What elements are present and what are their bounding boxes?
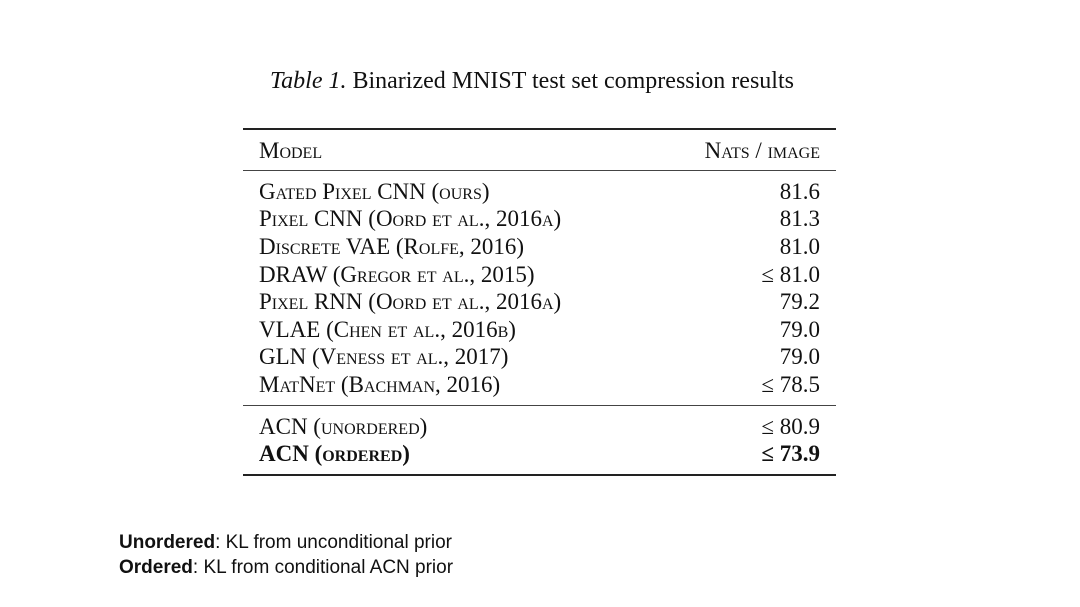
table-cell-value: ≤ 73.9 (761, 441, 820, 467)
table-cell-model: ACN (unordered) (259, 413, 428, 439)
table-caption (270, 64, 830, 98)
note-unordered-text: : KL from unconditional prior (215, 532, 452, 553)
table-cell-model: ACN (ordered) (259, 441, 410, 467)
table-row (243, 316, 836, 344)
note-unordered (119, 530, 453, 555)
table-bottom-rule (243, 474, 836, 476)
table-cell-model: GLN (Veness et al., 2017) (259, 344, 509, 370)
legend-notes (119, 530, 453, 580)
note-ordered-text: : KL from conditional ACN prior (192, 557, 454, 578)
table-cell-value: 79.0 (779, 344, 820, 370)
baseline-rows-group (243, 178, 836, 399)
table-row (243, 178, 836, 206)
table-row (243, 288, 836, 316)
table-cell-model: Pixel RNN (Oord et al., 2016a) (259, 289, 562, 315)
table-cell-value: 81.6 (779, 178, 820, 204)
table-cell-model: VLAE (Chen et al., 2016b) (259, 316, 516, 342)
table-caption-label: Table 1. (270, 68, 347, 94)
table-row (243, 261, 836, 289)
table-cell-model: Gated Pixel CNN (ours) (259, 178, 490, 204)
note-ordered (119, 555, 453, 580)
table-cell-value: ≤ 81.0 (761, 261, 820, 287)
table-row (243, 440, 836, 468)
table-row (243, 413, 836, 441)
table-row (243, 371, 836, 399)
header-nats-per-image: Nats / image (704, 138, 820, 163)
table-cell-model: Pixel CNN (Oord et al., 2016a) (259, 206, 562, 232)
table-cell-model: Discrete VAE (Rolfe, 2016) (259, 233, 525, 259)
table-header-row (243, 130, 836, 170)
table-cell-value: 79.2 (779, 289, 820, 315)
table-cell-value: ≤ 78.5 (761, 371, 820, 397)
acn-rows-group (243, 413, 836, 468)
table-row (243, 344, 836, 372)
header-model: Model (259, 138, 323, 163)
table-cell-model: DRAW (Gregor et al., 2015) (259, 261, 535, 287)
table-caption-text: Binarized MNIST test set compression results (352, 68, 794, 94)
results-table (243, 128, 836, 476)
table-cell-model: MatNet (Bachman, 2016) (259, 371, 501, 397)
table-cell-value: 81.3 (779, 206, 820, 232)
table-cell-value: ≤ 80.9 (761, 413, 820, 439)
table-cell-value: 81.0 (779, 233, 820, 259)
note-unordered-term: Unordered (119, 532, 216, 553)
table-cell-value: 79.0 (779, 316, 820, 342)
table-row (243, 206, 836, 234)
note-ordered-term: Ordered (119, 557, 193, 578)
table-row (243, 233, 836, 261)
